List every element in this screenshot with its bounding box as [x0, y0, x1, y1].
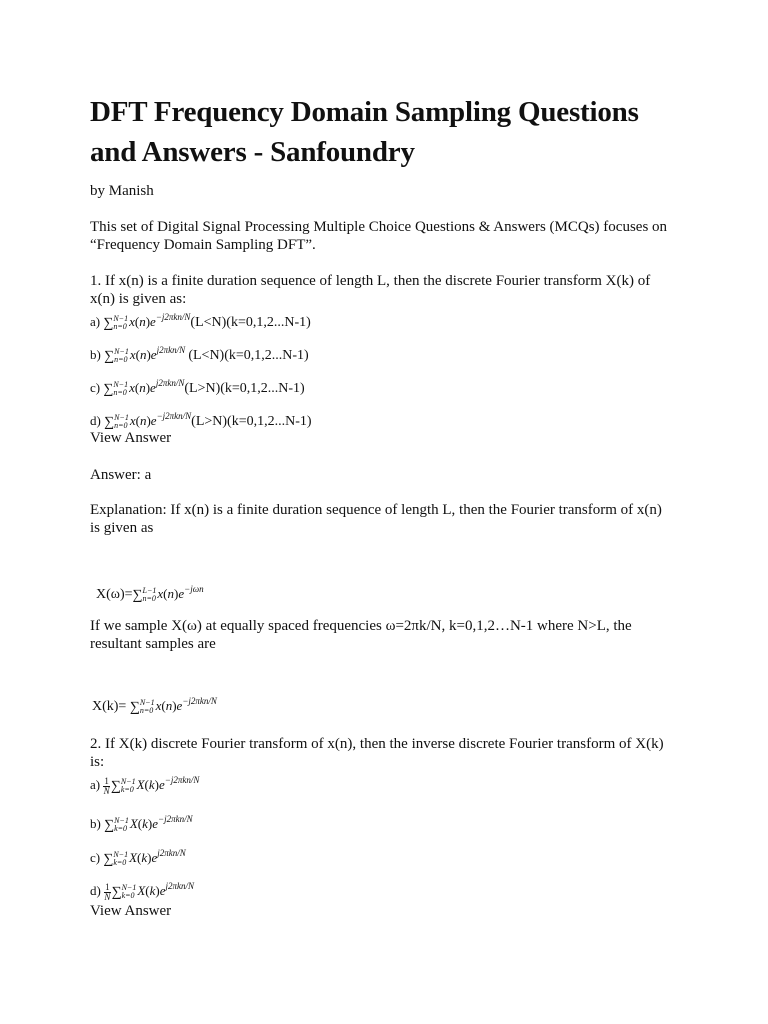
q1-explanation: Explanation: If x(n) is a finite duration sequence of length L, then the Fourier transform of x(n) is given as — [90, 502, 662, 536]
option-condition: (L>N)(k=0,1,2...N-1) — [184, 381, 305, 396]
option-condition: (L<N)(k=0,1,2...N-1) — [190, 315, 311, 330]
q1-view-answer-link[interactable]: View Answer — [90, 430, 172, 446]
sampling-paragraph: If we sample X(ω) at equally spaced frequencies ω=2πk/N, k=0,1,2…N-1 where N>L, the resultant samples are — [90, 618, 632, 652]
option-prefix: d) — [90, 883, 101, 898]
q2-option-c[interactable]: c) ∑ N−1 k=0 $X(k)e^{j2\pi kn/N}$ — [90, 848, 186, 867]
author-byline: by Manish — [90, 183, 154, 199]
q1-answer: Answer: a — [90, 467, 152, 483]
q2-option-a[interactable]: a) $\frac{1}{N}$ ∑ N−1 k=0 $X(k)e^{-j2\pi kn/N}$ — [90, 775, 200, 796]
question-2-text: 2. If X(k) discrete Fourier transform of x(n), then the inverse discrete Fourier transform of X(k) is: — [90, 736, 664, 770]
option-condition: (L>N)(k=0,1,2...N-1) — [191, 414, 312, 429]
q1-option-d[interactable]: d) ∑ N−1 n=0 $x(n)e^{-j2\pi kn/N}(L>N)(k=0,1,2...N-1)$ — [90, 411, 312, 430]
q2-view-answer-link[interactable]: View Answer — [90, 903, 172, 919]
option-prefix: c) — [90, 850, 101, 865]
option-prefix: c) — [90, 380, 101, 395]
q2-option-d[interactable]: d) $\frac{1}{N}$ ∑ N−1 k=0 $X(k)e^{j2\pi kn/N}$ — [90, 881, 195, 902]
formula-fourier-transform: X(ω)=∑ L−1 n=0 $x(n)e^{-j\omega n}$ — [96, 584, 204, 603]
option-prefix: a) — [90, 314, 101, 329]
option-prefix: b) — [90, 816, 101, 831]
q1-option-b[interactable]: b) ∑ N−1 n=0 $x(n)e^{j2\pi kn/N}$ (L<N)(k=0,1,2...N-1) — [90, 345, 309, 364]
q1-option-a[interactable]: a) ∑ N−1 n=0 $x(n)e^{-j2\pi kn/N}(L<N)(k=0,1,2...N-1)$ — [90, 312, 311, 331]
option-condition: (L<N)(k=0,1,2...N-1) — [188, 348, 309, 363]
option-prefix: d) — [90, 413, 101, 428]
intro-paragraph: This set of Digital Signal Processing Multiple Choice Questions & Answers (MCQs) focuses on “Frequency Domain Sampling DFT”. — [90, 219, 668, 253]
q2-option-b[interactable]: b) ∑ N−1 k=0 $X(k)e^{-j2\pi kn/N}$ — [90, 814, 193, 833]
q1-option-c[interactable]: c) ∑ N−1 n=0 $x(n)e^{j2\pi kn/N}(L>N)(k=0,1,2...N-1)$ — [90, 378, 305, 397]
page-title: DFT Frequency Domain Sampling Questions and Answers - Sanfoundry — [90, 96, 639, 168]
option-prefix: a) — [90, 777, 101, 792]
formula-dft-samples: X(k)= ∑ N−1 n=0 $x(n)e^{-j2\pi kn/N}$ — [92, 696, 217, 715]
question-1-text: 1. If x(n) is a finite duration sequence of length L, then the discrete Fourier transform X(k) of x(n) is given as: — [90, 273, 651, 307]
option-prefix: b) — [90, 347, 101, 362]
